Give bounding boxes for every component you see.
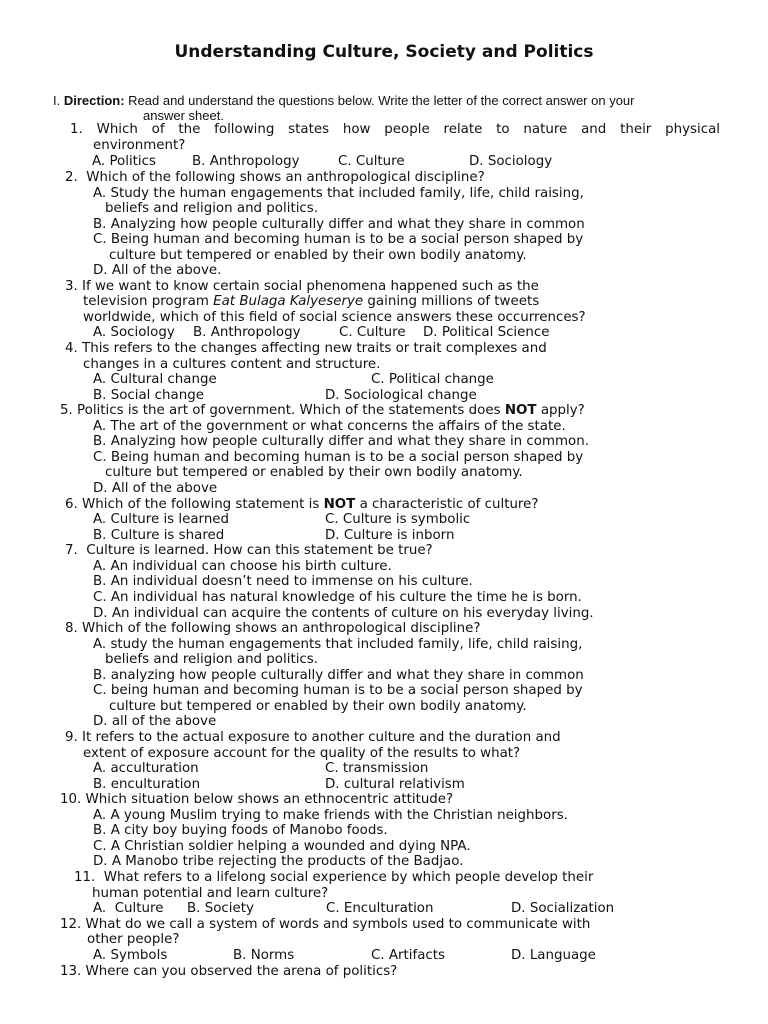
question-3-stem: 3. If we want to know certain social phenomena happened such as the (65, 279, 539, 294)
question-5-option-c-cont: culture but tempered or enabled by their own bodily anatomy. (105, 465, 523, 480)
question-9-option-d: D. cultural relativism (325, 777, 465, 792)
question-3-stem-cont (83, 294, 539, 310)
question-3-text: television program (83, 294, 214, 309)
question-6-option-d: D. Culture is inborn (325, 528, 455, 543)
question-10-option-d: D. A Manobo tribe rejecting the products of the Badjao. (93, 854, 464, 869)
question-7-option-d: D. An individual can acquire the contents of culture on his everyday living. (93, 606, 594, 621)
question-11-stem-cont: human potential and learn culture? (92, 886, 329, 901)
question-5-option-c: C. Being human and becoming human is to be a social person shaped by (93, 450, 584, 465)
question-1-option-b: B. Anthropology (192, 154, 300, 169)
page-title: Understanding Culture, Society and Politics (174, 42, 594, 62)
question-12-stem-cont: other people? (87, 932, 180, 947)
question-5-option-a: A. The art of the government or what concerns the affairs of the state. (93, 419, 566, 434)
question-7-option-a: A. An individual can choose his birth culture. (93, 559, 392, 574)
question-10-option-b: B. A city boy buying foods of Manobo foods. (93, 823, 388, 838)
question-13-stem: 13. Where can you observed the arena of politics? (60, 964, 398, 979)
question-3-text-end: gaining millions of tweets (363, 294, 540, 309)
direction-number: I. (53, 93, 61, 108)
question-10-option-c: C. A Christian soldier helping a wounded and dying NPA. (93, 839, 471, 854)
question-4-option-d: D. Sociological change (325, 388, 477, 403)
question-6-stem (65, 497, 538, 513)
question-8-option-b: B. analyzing how people culturally differ and what they share in common (93, 668, 584, 683)
question-6-text-end: a characteristic of culture? (355, 497, 539, 512)
question-9-option-a: A. acculturation (93, 761, 199, 776)
question-3-stem-cont2: worldwide, which of this field of social science answers these occurrences? (83, 310, 586, 325)
question-2-option-a: A. Study the human engagements that included family, life, child raising, (93, 186, 584, 201)
direction-continuation: answer sheet. (143, 108, 224, 123)
question-9-option-c: C. transmission (325, 761, 429, 776)
question-5-text: 5. Politics is the art of government. Which of the statements does (60, 403, 505, 418)
question-9-stem: 9. It refers to the actual exposure to another culture and the duration and (65, 730, 561, 745)
question-1-option-d: D. Sociology (469, 154, 553, 169)
question-5-stem (60, 403, 585, 419)
question-10-stem: 10. Which situation below shows an ethnocentric attitude? (60, 792, 454, 807)
question-9-stem-cont: extent of exposure account for the quality of the results to what? (83, 746, 521, 761)
question-1-option-c: C. Culture (338, 154, 405, 169)
question-3-option-b: B. Anthropology (193, 325, 301, 340)
question-1-stem-cont: environment? (93, 138, 186, 153)
question-1-stem: 1. Which of the following states how people relate to nature and their physical (70, 122, 720, 137)
question-4-stem-cont: changes in a cultures content and structure. (83, 357, 381, 372)
question-4-option-c: C. Political change (371, 372, 494, 387)
question-2-stem: 2. Which of the following shows an anthropological discipline? (65, 170, 485, 185)
question-12-option-a: A. Symbols (93, 948, 168, 963)
question-2-option-d: D. All of the above. (93, 263, 222, 278)
question-6-option-c: C. Culture is symbolic (325, 512, 471, 527)
question-5-option-d: D. All of the above (93, 481, 218, 496)
question-5-emphasis: NOT (504, 403, 537, 418)
question-2-option-a-cont: beliefs and religion and politics. (105, 201, 319, 216)
question-3-option-d: D. Political Science (423, 325, 550, 340)
question-8-option-a: A. study the human engagements that included family, life, child raising, (93, 637, 583, 652)
question-1-option-a: A. Politics (92, 154, 156, 169)
question-3-program-title: Eat Bulaga Kalyeserye (213, 294, 364, 309)
question-9-option-b: B. enculturation (93, 777, 201, 792)
question-7-stem: 7. Culture is learned. How can this statement be true? (65, 543, 433, 558)
question-8-option-d: D. all of the above (93, 714, 217, 729)
question-6-emphasis: NOT (323, 497, 356, 512)
question-11-option-c: C. Enculturation (326, 901, 434, 916)
question-4-option-b: B. Social change (93, 388, 204, 403)
question-6-text: 6. Which of the following statement is (65, 497, 324, 512)
question-11-option-d: D. Socialization (511, 901, 615, 916)
question-5-text-end: apply? (536, 403, 585, 418)
question-8-option-c-cont: culture but tempered or enabled by their own bodily anatomy. (109, 699, 527, 714)
question-3-option-c: C. Culture (339, 325, 406, 340)
question-3-option-a: A. Sociology (93, 325, 175, 340)
question-7-option-b: B. An individual doesn’t need to immense on his culture. (93, 574, 473, 589)
question-10-option-a: A. A young Muslim trying to make friends with the Christian neighbors. (93, 808, 568, 823)
question-12-option-b: B. Norms (233, 948, 295, 963)
question-11-option-b: B. Society (187, 901, 254, 916)
question-8-option-c: C. being human and becoming human is to be a social person shaped by (93, 683, 583, 698)
question-11-option-a: A. Culture (93, 901, 164, 916)
question-2-option-c-cont: culture but tempered or enabled by their own bodily anatomy. (109, 248, 527, 263)
question-8-stem: 8. Which of the following shows an anthropological discipline? (65, 621, 481, 636)
question-4-option-a: A. Cultural change (93, 372, 217, 387)
question-8-option-a-cont: beliefs and religion and politics. (105, 652, 319, 667)
question-6-option-a: A. Culture is learned (93, 512, 230, 527)
question-5-option-b: B. Analyzing how people culturally differ and what they share in common. (93, 434, 589, 449)
question-6-option-b: B. Culture is shared (93, 528, 225, 543)
question-11-stem: 11. What refers to a lifelong social experience by which people develop their (74, 870, 594, 885)
question-2-option-c: C. Being human and becoming human is to be a social person shaped by (93, 232, 584, 247)
direction-text: Read and understand the questions below. Write the letter of the correct answer on your (124, 93, 635, 108)
direction-label: Direction: (63, 93, 125, 108)
question-12-option-c: C. Artifacts (371, 948, 446, 963)
direction (53, 93, 713, 123)
question-2-option-b: B. Analyzing how people culturally differ and what they share in common (93, 217, 585, 232)
question-4-stem: 4. This refers to the changes affecting new traits or trait complexes and (65, 341, 547, 356)
question-7-option-c: C. An individual has natural knowledge of his culture the time he is born. (93, 590, 582, 605)
question-12-stem: 12. What do we call a system of words and symbols used to communicate with (60, 917, 591, 932)
question-12-option-d: D. Language (511, 948, 596, 963)
